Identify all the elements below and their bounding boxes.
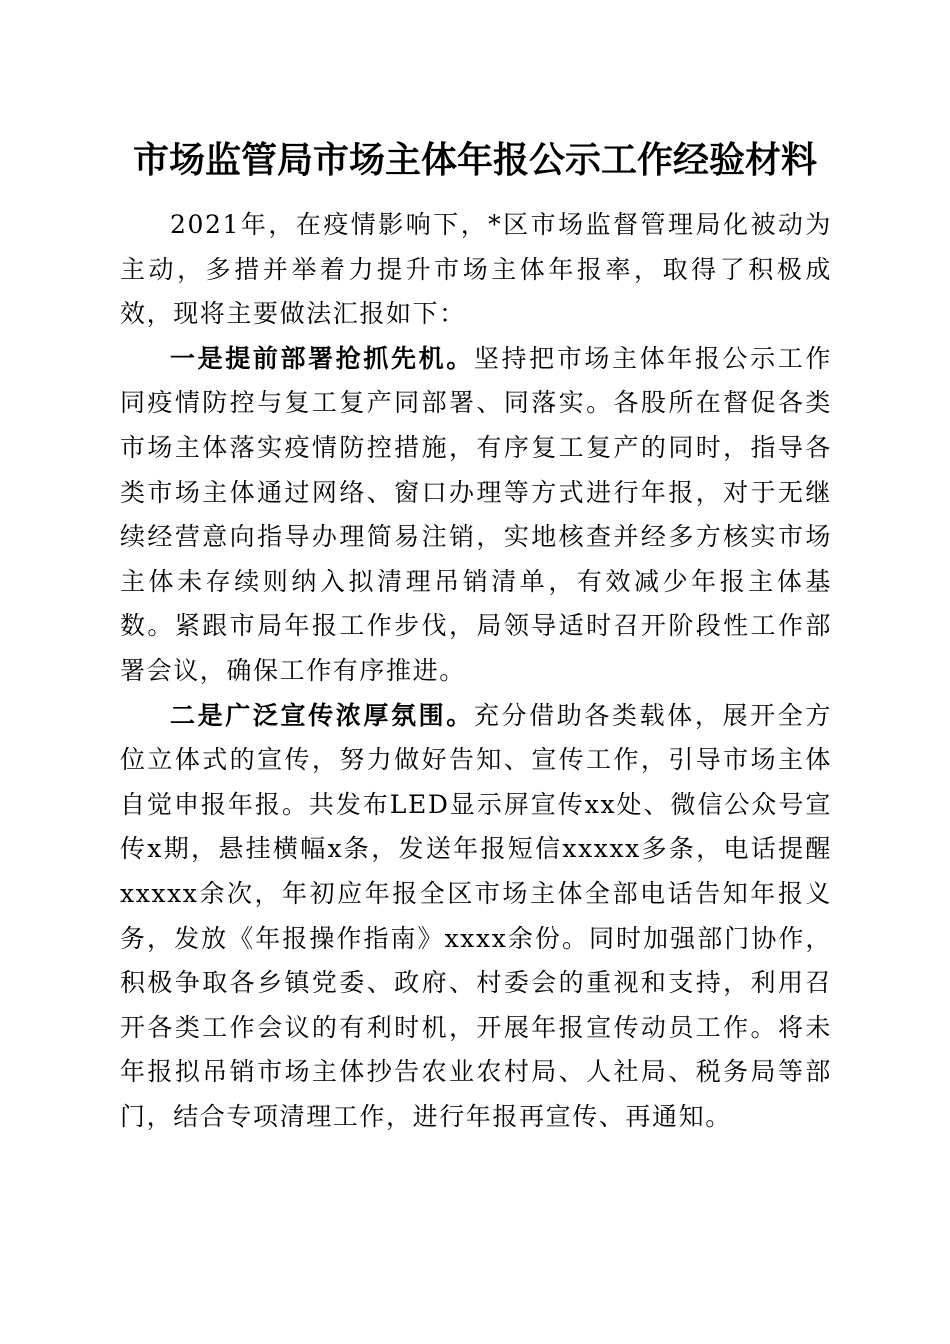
- section-text-2: 充分借助各类载体，展开全方位立体式的宣传，努力做好告知、宣传工作，引导市场主体自觉申报年报。共发布LED显示屏宣传xx处、微信公众号宣传x期，悬挂横幅x条，发送年报短信xxxxx多条，电话提醒xxxxx余次，年初应年报全区市场主体全部电话告知年报义务，发放《年报操作指南》xxxx余份。同时加强部门协作，积极争取各乡镇党委、政府、村委会的重视和支持，利用召开各类工作会议的有利时机，开展年报宣传动员工作。将未年报拟吊销市场主体抄告农业农村局、人社局、税务局等部门，结合专项清理工作，进行年报再宣传、再通知。: [120, 700, 832, 1131]
- document-body: [120, 203, 832, 1139]
- document-title: 市场监管局市场主体年报公示工作经验材料: [132, 139, 817, 181]
- section-paragraph-2: [120, 694, 832, 1140]
- section-lead-2: 二是广泛宣传浓厚氛围。: [170, 700, 474, 730]
- intro-paragraph: 2021年，在疫情影响下，*区市场监督管理局化被动为主动，多措并举着力提升市场主体年报率，取得了积极成效，现将主要做法汇报如下：: [120, 210, 832, 329]
- section-text-1: 坚持把市场主体年报公示工作同疫情防控与复工复产同部署、同落实。各股所在督促各类市场主体落实疫情防控措施，有序复工复产的同时，指导各类市场主体通过网络、窗口办理等方式进行年报，对于无继续经营意向指导办理简易注销，实地核查并经多方核实市场主体未存续则纳入拟清理吊销清单，有效减少年报主体基数。紧跟市局年报工作步伐，局领导适时召开阶段性工作部署会议，确保工作有序推进。: [120, 343, 832, 685]
- section-paragraph-1: [120, 337, 832, 694]
- section-lead-1: 一是提前部署抢抓先机。: [170, 343, 474, 373]
